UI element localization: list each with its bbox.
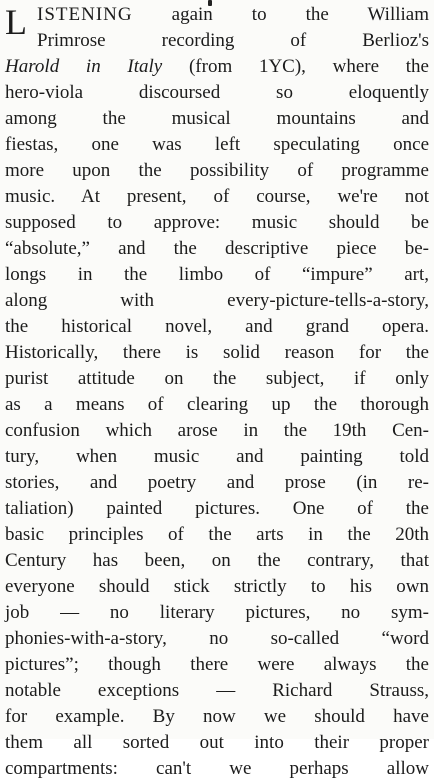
body-line: stories, and poetry and prose (in re-	[5, 472, 429, 493]
drop-cap: L	[5, 2, 27, 42]
body-line: among the musical mountains and	[5, 108, 429, 129]
body-line: along with every-picture-tells-a-story,	[5, 290, 429, 311]
body-line: for example. By now we should have	[5, 706, 429, 727]
body-line: phonies-with-a-story, no so-called “word	[5, 628, 429, 649]
body-line: longs in the limbo of “impure” art,	[5, 264, 429, 285]
body-line: the historical novel, and grand opera.	[5, 316, 429, 337]
body-line: everyone should stick strictly to his own	[5, 576, 429, 597]
body-line: hero-viola discoursed so eloquently	[5, 82, 429, 103]
article-column	[5, 2, 429, 782]
body-line: taliation) painted pictures. One of the	[5, 498, 429, 519]
body-line: basic principles of the arts in the 20th	[5, 524, 429, 545]
body-line: tury, when music and painting told	[5, 446, 429, 467]
body-line: Century has been, on the contrary, that	[5, 550, 429, 571]
body-line: music. At present, of course, we're not	[5, 186, 429, 207]
body-line: “absolute,” and the descriptive piece be-	[5, 238, 429, 259]
body-line: them all sorted out into their proper	[5, 732, 429, 753]
body-line-italic-title	[5, 54, 429, 80]
body-line: job — no literary pictures, no sym-	[5, 602, 429, 623]
body-line: fiestas, one was left speculating once	[5, 134, 429, 155]
body-line-rest: (from 1YC), where the	[162, 56, 429, 77]
body-line: notable exceptions — Richard Strauss,	[5, 680, 429, 701]
work-title: Harold in Italy	[5, 56, 163, 77]
body-line: as a means of clearing up the thorough	[5, 394, 429, 415]
body-line: purist attitude on the subject, if only	[5, 368, 429, 389]
body-line: compartments: can't we perhaps allow	[5, 758, 429, 779]
opening-word: ISTENING	[37, 4, 133, 25]
first-line-rest: again to the William	[171, 4, 430, 25]
body-line: pictures”; though there were always the	[5, 654, 429, 675]
body-line: Primrose recording of Berlioz's	[37, 30, 429, 51]
body-line: Historically, there is solid reason for the	[5, 342, 429, 363]
body-line: more upon the possibility of programme	[5, 160, 429, 181]
body-line: supposed to approve: music should be	[5, 212, 429, 233]
body-line: confusion which arose in the 19th Cen-	[5, 420, 429, 441]
